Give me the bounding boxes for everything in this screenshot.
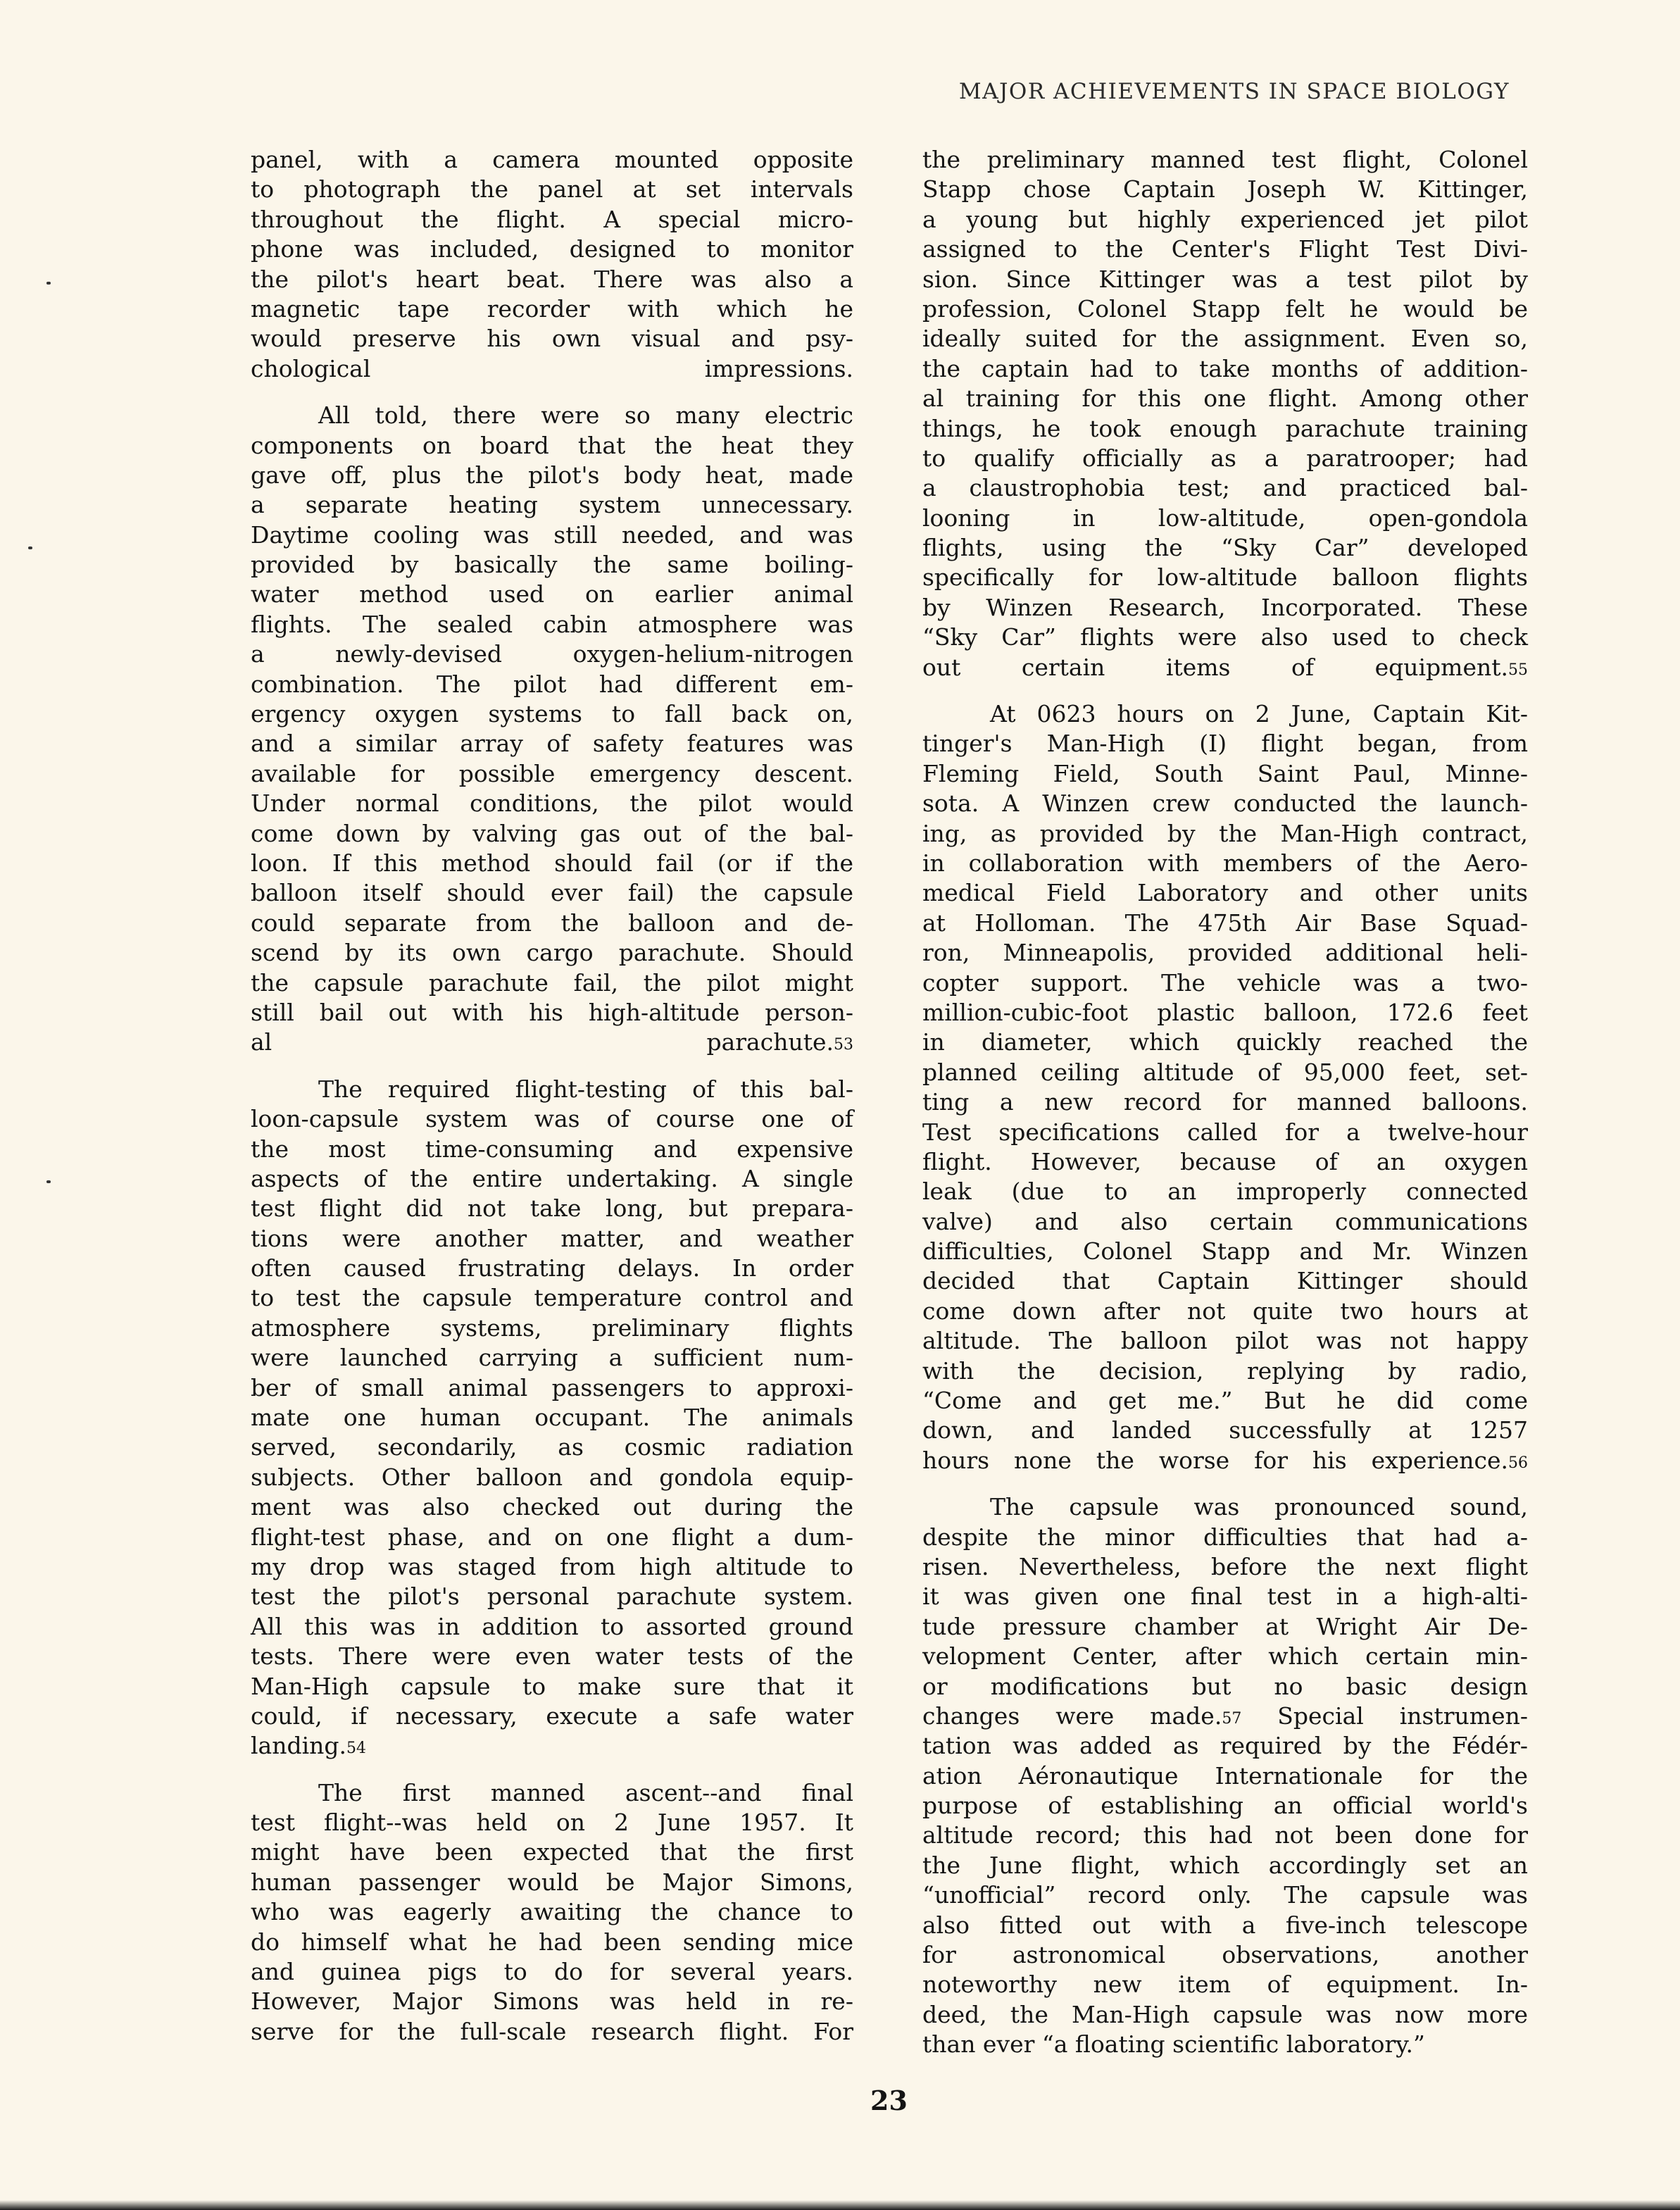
right-column xyxy=(922,145,1528,2077)
line-text: ting a new record for manned balloons. xyxy=(922,1088,1528,1116)
text-line xyxy=(922,1821,1528,1850)
line-text: test flight did not take long, but prepara- xyxy=(251,1194,853,1223)
text-line xyxy=(251,294,853,324)
line-text: tions were another matter, and weather xyxy=(251,1224,853,1252)
text-line xyxy=(922,1523,1528,1552)
line-text: the June flight, which accordingly set an xyxy=(922,1851,1528,1879)
line-text: flights. The sealed cabin atmosphere was xyxy=(251,610,853,638)
running-header: MAJOR ACHIEVEMENTS IN SPACE BIOLOGY xyxy=(958,79,1510,104)
text-line xyxy=(922,1416,1528,1445)
text-line xyxy=(251,175,853,204)
scan-edge xyxy=(0,2200,1680,2210)
text-line xyxy=(922,1612,1528,1642)
text-line xyxy=(251,1283,853,1313)
text-line xyxy=(251,354,853,384)
line-text: valve) and also certain communications xyxy=(922,1207,1528,1235)
text-line xyxy=(251,1642,853,1671)
text-line xyxy=(922,324,1528,354)
text-line xyxy=(251,461,853,490)
text-line xyxy=(922,205,1528,235)
text-line xyxy=(251,1463,853,1492)
text-line xyxy=(251,670,853,699)
text-line xyxy=(251,145,853,175)
line-text: who was eagerly awaiting the chance to xyxy=(251,1898,853,1926)
text-line xyxy=(922,1087,1528,1117)
line-text: and guinea pigs to do for several years. xyxy=(251,1958,853,1986)
line-text: it was given one final test in a high-alti- xyxy=(922,1582,1528,1611)
text-line xyxy=(922,1642,1528,1671)
line-text: human passenger would be Major Simons, xyxy=(251,1868,853,1896)
line-text: come down by valving gas out of the bal- xyxy=(251,819,853,847)
text-line xyxy=(251,1868,853,1897)
text-line xyxy=(922,968,1528,998)
line-text: combination. The pilot had different em- xyxy=(251,670,853,698)
line-text: difficulties, Colonel Stapp and Mr. Winzen xyxy=(922,1237,1528,1266)
text-line xyxy=(251,1702,853,1731)
line-text: flights, using the “Sky Car” developed xyxy=(922,534,1528,562)
line-text: “Come and get me.” But he did come xyxy=(922,1387,1528,1415)
line-text: magnetic tape recorder with which he xyxy=(251,294,853,323)
line-text: ron, Minneapolis, provided additional heli- xyxy=(922,939,1528,967)
line-text: Daytime cooling was still needed, and was xyxy=(251,520,853,549)
line-text: with the decision, replying by radio, xyxy=(922,1356,1528,1385)
text-line xyxy=(251,1194,853,1223)
line-text: ideally suited for the assignment. Even so, xyxy=(922,325,1528,353)
line-text: altitude record; this had not been done for xyxy=(922,1821,1528,1849)
paragraph xyxy=(922,145,1528,682)
text-line xyxy=(251,1403,853,1432)
text-line xyxy=(251,1224,853,1254)
line-text: purpose of establishing an official world's xyxy=(922,1792,1528,1820)
text-line xyxy=(251,729,853,758)
text-line xyxy=(922,1970,1528,1999)
line-text: ber of small animal passengers to approxi- xyxy=(251,1373,853,1401)
text-line xyxy=(251,938,853,968)
paragraph xyxy=(922,699,1528,1475)
line-text: noteworthy new item of equipment. In- xyxy=(922,1971,1528,1999)
line-text: copter support. The vehicle was a two- xyxy=(922,968,1528,997)
text-line xyxy=(922,533,1528,563)
text-line xyxy=(251,1075,853,1104)
line-text: Under normal conditions, the pilot would xyxy=(251,789,853,818)
line-text: assigned to the Center's Flight Test Divi- xyxy=(922,235,1528,263)
text-line xyxy=(922,294,1528,324)
text-line xyxy=(922,1356,1528,1386)
line-text: a young but highly experienced jet pilot xyxy=(922,205,1528,233)
line-text: to test the capsule temperature control and xyxy=(251,1284,853,1312)
text-line xyxy=(251,1778,853,1808)
text-line xyxy=(251,1808,853,1837)
line-text: subjects. Other balloon and gondola equip- xyxy=(251,1463,853,1491)
line-text: also fitted out with a five-inch telescope xyxy=(922,1911,1528,1939)
text-line xyxy=(251,610,853,639)
line-text: out certain items of equipment. xyxy=(922,653,1508,681)
text-line xyxy=(922,235,1528,264)
text-line xyxy=(922,1266,1528,1296)
text-line xyxy=(922,1552,1528,1582)
line-text: chological impressions. xyxy=(251,354,853,382)
text-line xyxy=(251,909,853,938)
text-line xyxy=(922,473,1528,503)
text-line xyxy=(251,759,853,789)
line-text: in collaboration with members of the Aero- xyxy=(922,849,1528,877)
text-line xyxy=(922,1702,1528,1731)
paragraph xyxy=(251,401,853,1058)
text-line xyxy=(922,1297,1528,1326)
text-line xyxy=(251,1254,853,1283)
text-line xyxy=(922,789,1528,818)
line-text: al training for this one flight. Among other xyxy=(922,385,1528,413)
text-line xyxy=(251,1104,853,1134)
scan-speck xyxy=(46,1180,51,1183)
line-text: or modifications but no basic design xyxy=(922,1672,1528,1700)
line-text: Special instrumen- xyxy=(1241,1702,1528,1730)
line-text: leak (due to an improperly connected xyxy=(922,1178,1528,1206)
line-text: things, he took enough parachute training xyxy=(922,414,1528,442)
line-text: sion. Since Kittinger was a test pilot by xyxy=(922,265,1528,293)
text-line xyxy=(922,1731,1528,1761)
text-line xyxy=(251,968,853,998)
line-text: provided by basically the same boiling- xyxy=(251,551,853,579)
line-text: serve for the full-scale research flight. For xyxy=(251,2017,853,2045)
line-text: million-cubic-foot plastic balloon, 172.6 feet xyxy=(922,998,1528,1026)
line-text: for astronomical observations, another xyxy=(922,1941,1528,1969)
line-text: to qualify officially as a paratrooper; had xyxy=(922,444,1528,472)
text-line xyxy=(251,1164,853,1194)
line-text: a separate heating system unnecessary. xyxy=(251,491,853,519)
paragraph xyxy=(922,1492,1528,2059)
line-text: might have been expected that the first xyxy=(251,1838,853,1866)
text-line xyxy=(922,1582,1528,1611)
text-line xyxy=(251,878,853,908)
text-line xyxy=(922,653,1528,682)
text-line xyxy=(922,1940,1528,1970)
text-line xyxy=(922,1028,1528,1057)
line-text: components on board that the heat they xyxy=(251,431,853,459)
text-line xyxy=(922,1207,1528,1237)
line-text: However, Major Simons was held in re- xyxy=(251,1987,853,2016)
text-line xyxy=(251,1837,853,1867)
text-line xyxy=(251,550,853,580)
text-line xyxy=(922,384,1528,413)
text-line xyxy=(922,1492,1528,1522)
line-text: my drop was staged from high altitude to xyxy=(251,1552,853,1580)
line-text: the most time-consuming and expensive xyxy=(251,1135,853,1163)
line-text: ergency oxygen systems to fall back on, xyxy=(251,700,853,728)
text-line xyxy=(251,789,853,818)
line-text: tation was added as required by the Fédér- xyxy=(922,1732,1528,1760)
line-text: All this was in addition to assorted ground xyxy=(251,1612,853,1640)
line-text: deed, the Man-High capsule was now more xyxy=(922,2000,1528,2028)
text-line xyxy=(922,444,1528,473)
footnote-ref: 54 xyxy=(346,1740,367,1758)
paragraph xyxy=(251,145,853,384)
line-text: phone was included, designed to monitor xyxy=(251,235,853,263)
text-line xyxy=(922,1672,1528,1702)
text-line xyxy=(922,699,1528,729)
line-text: often caused frustrating delays. In order xyxy=(251,1254,853,1282)
line-text: scend by its own cargo parachute. Should xyxy=(251,939,853,967)
paragraph xyxy=(251,1075,853,1761)
page-number: 23 xyxy=(870,2085,908,2116)
text-line xyxy=(251,998,853,1028)
text-line xyxy=(922,1761,1528,1791)
line-text: do himself what he had been sending mice xyxy=(251,1928,853,1956)
line-text: flight-test phase, and on one flight a dum- xyxy=(251,1523,853,1551)
line-text: down, and landed successfully at 1257 xyxy=(922,1416,1528,1444)
line-text: test the pilot's personal parachute system. xyxy=(251,1582,853,1611)
line-text: The required flight-testing of this bal- xyxy=(318,1075,853,1103)
text-line xyxy=(251,324,853,354)
footnote-ref: 53 xyxy=(834,1036,853,1054)
text-line xyxy=(251,1987,853,2016)
text-line xyxy=(922,1147,1528,1177)
line-text: and a similar array of safety features was xyxy=(251,730,853,758)
line-text: throughout the flight. A special micro- xyxy=(251,205,853,233)
line-text: looning in low-altitude, open-gondola xyxy=(922,504,1528,532)
line-text: profession, Colonel Stapp felt he would be xyxy=(922,294,1528,323)
text-line xyxy=(922,1118,1528,1147)
line-text: a claustrophobia test; and practiced bal- xyxy=(922,474,1528,502)
line-text: to photograph the panel at set intervals xyxy=(251,175,853,204)
line-text: were launched carrying a sufficient num- xyxy=(251,1344,853,1372)
line-text: could separate from the balloon and de- xyxy=(251,909,853,937)
line-text: the pilot's heart beat. There was also a xyxy=(251,265,853,293)
text-line xyxy=(922,1326,1528,1356)
text-line xyxy=(251,1523,853,1552)
text-line xyxy=(251,1731,853,1761)
line-text: mate one human occupant. The animals xyxy=(251,1404,853,1432)
line-text: by Winzen Research, Incorporated. These xyxy=(922,593,1528,621)
text-line xyxy=(922,1911,1528,1940)
line-text: specifically for low-altitude balloon flights xyxy=(922,563,1528,592)
line-text: in diameter, which quickly reached the xyxy=(922,1028,1528,1056)
line-text: aspects of the entire undertaking. A single xyxy=(251,1164,853,1192)
footnote-ref: 56 xyxy=(1508,1454,1528,1472)
text-line xyxy=(922,1880,1528,1910)
line-text: All told, there were so many electric xyxy=(318,401,853,430)
line-text: risen. Nevertheless, before the next flight xyxy=(922,1552,1528,1580)
text-line xyxy=(922,414,1528,444)
line-text: would preserve his own visual and psy- xyxy=(251,325,853,353)
line-text: the preliminary manned test flight, Colonel xyxy=(922,146,1528,173)
text-line xyxy=(922,938,1528,968)
text-line xyxy=(922,354,1528,384)
text-line xyxy=(922,759,1528,789)
text-line xyxy=(251,1552,853,1582)
line-text: the capsule parachute fail, the pilot might xyxy=(251,968,853,997)
line-text: still bail out with his high-altitude person- xyxy=(251,998,853,1026)
line-text: ing, as provided by the Man-High contract, xyxy=(922,819,1528,847)
text-line xyxy=(251,1672,853,1702)
line-text: flight. However, because of an oxygen xyxy=(922,1147,1528,1175)
text-line xyxy=(922,1237,1528,1266)
paragraph xyxy=(251,1778,853,2047)
line-text: Stapp chose Captain Joseph W. Kittinger, xyxy=(922,175,1528,204)
line-text: balloon itself should ever fail) the capsule xyxy=(251,879,853,907)
line-text: “unofficial” record only. The capsule was xyxy=(922,1881,1528,1909)
line-text: than ever “a floating scientific laboratory.” xyxy=(922,2030,1425,2059)
line-text: despite the minor difficulties that had a- xyxy=(922,1523,1528,1551)
footnote-ref: 57 xyxy=(1222,1709,1242,1728)
line-text: available for possible emergency descent. xyxy=(251,759,853,787)
text-line xyxy=(251,235,853,264)
text-line xyxy=(251,1897,853,1927)
text-line xyxy=(922,729,1528,758)
line-text: loon. If this method should fail (or if the xyxy=(251,849,853,877)
text-line xyxy=(251,1612,853,1642)
line-text: medical Field Laboratory and other units xyxy=(922,879,1528,907)
text-line xyxy=(251,580,853,609)
line-text: served, secondarily, as cosmic radiation xyxy=(251,1433,853,1461)
text-line xyxy=(251,1582,853,1611)
text-line xyxy=(922,265,1528,294)
line-text: planned ceiling altitude of 95,000 feet, set- xyxy=(922,1058,1528,1086)
text-line xyxy=(922,1851,1528,1880)
text-line xyxy=(922,1177,1528,1206)
text-line xyxy=(922,2030,1528,2059)
line-text: al parachute. xyxy=(251,1028,834,1056)
line-text: landing. xyxy=(251,1732,347,1760)
line-text: gave off, plus the pilot's body heat, made xyxy=(251,461,853,489)
text-line xyxy=(251,1343,853,1373)
line-text: sota. A Winzen crew conducted the launch- xyxy=(922,789,1528,818)
text-line xyxy=(922,593,1528,623)
text-line xyxy=(251,205,853,235)
text-line xyxy=(251,265,853,294)
text-line xyxy=(251,1313,853,1343)
line-text: decided that Captain Kittinger should xyxy=(922,1267,1528,1295)
line-text: tests. There were even water tests of the xyxy=(251,1642,853,1671)
line-text: tude pressure chamber at Wright Air De- xyxy=(922,1612,1528,1640)
footnote-ref: 55 xyxy=(1508,661,1528,679)
text-line xyxy=(922,909,1528,938)
left-column xyxy=(251,145,853,2064)
line-text: Fleming Field, South Saint Paul, Minne- xyxy=(922,759,1528,787)
line-text: water method used on earlier animal xyxy=(251,580,853,608)
text-line xyxy=(251,1135,853,1164)
line-text: velopment Center, after which certain min- xyxy=(922,1642,1528,1671)
text-line xyxy=(251,401,853,430)
line-text: at Holloman. The 475th Air Base Squad- xyxy=(922,909,1528,937)
text-line xyxy=(251,699,853,729)
scan-speck xyxy=(46,282,51,285)
line-text: Man-High capsule to make sure that it xyxy=(251,1672,853,1700)
text-line xyxy=(922,563,1528,592)
text-line xyxy=(922,2000,1528,2030)
line-text: altitude. The balloon pilot was not happy xyxy=(922,1327,1528,1355)
text-line xyxy=(922,1058,1528,1087)
text-line xyxy=(251,431,853,461)
line-text: a newly-devised oxygen-helium-nitrogen xyxy=(251,640,853,668)
line-text: panel, with a camera mounted opposite xyxy=(251,146,853,173)
text-line xyxy=(922,145,1528,175)
text-line xyxy=(251,1028,853,1057)
text-line xyxy=(251,1492,853,1522)
line-text: Test specifications called for a twelve-hour xyxy=(922,1118,1528,1146)
line-text: ation Aéronautique Internationale for the xyxy=(922,1761,1528,1790)
text-line xyxy=(251,490,853,520)
text-line xyxy=(251,1432,853,1462)
text-line xyxy=(922,1791,1528,1821)
line-text: tinger's Man-High (I) flight began, from xyxy=(922,730,1528,758)
text-line xyxy=(922,623,1528,652)
line-text: the captain had to take months of addition- xyxy=(922,354,1528,382)
text-line xyxy=(922,504,1528,533)
line-text: The first manned ascent--and final xyxy=(318,1778,853,1806)
line-text: come down after not quite two hours at xyxy=(922,1297,1528,1325)
text-line xyxy=(251,1373,853,1403)
line-text: atmosphere systems, preliminary flights xyxy=(251,1313,853,1342)
text-line xyxy=(922,819,1528,849)
line-text: At 0623 hours on 2 June, Captain Kit- xyxy=(990,700,1528,728)
text-line xyxy=(251,520,853,550)
text-line xyxy=(251,1957,853,1987)
text-line xyxy=(251,1928,853,1957)
text-line xyxy=(922,175,1528,204)
text-line xyxy=(251,639,853,669)
text-line xyxy=(922,878,1528,908)
line-text: test flight--was held on 2 June 1957. It xyxy=(251,1809,853,1837)
text-line xyxy=(251,2017,853,2047)
line-text: could, if necessary, execute a safe water xyxy=(251,1702,853,1730)
line-text: “Sky Car” flights were also used to check xyxy=(922,623,1528,651)
text-line xyxy=(251,819,853,849)
line-text: hours none the worse for his experience. xyxy=(922,1446,1508,1474)
text-line xyxy=(922,1386,1528,1416)
text-line xyxy=(922,849,1528,878)
line-text: loon-capsule system was of course one of xyxy=(251,1105,853,1133)
text-line xyxy=(922,1446,1528,1475)
line-text: ment was also checked out during the xyxy=(251,1493,853,1521)
scan-speck xyxy=(28,547,32,549)
line-text: The capsule was pronounced sound, xyxy=(990,1493,1528,1521)
line-text: changes were made. xyxy=(922,1702,1222,1730)
text-line xyxy=(251,849,853,878)
text-line xyxy=(922,998,1528,1028)
